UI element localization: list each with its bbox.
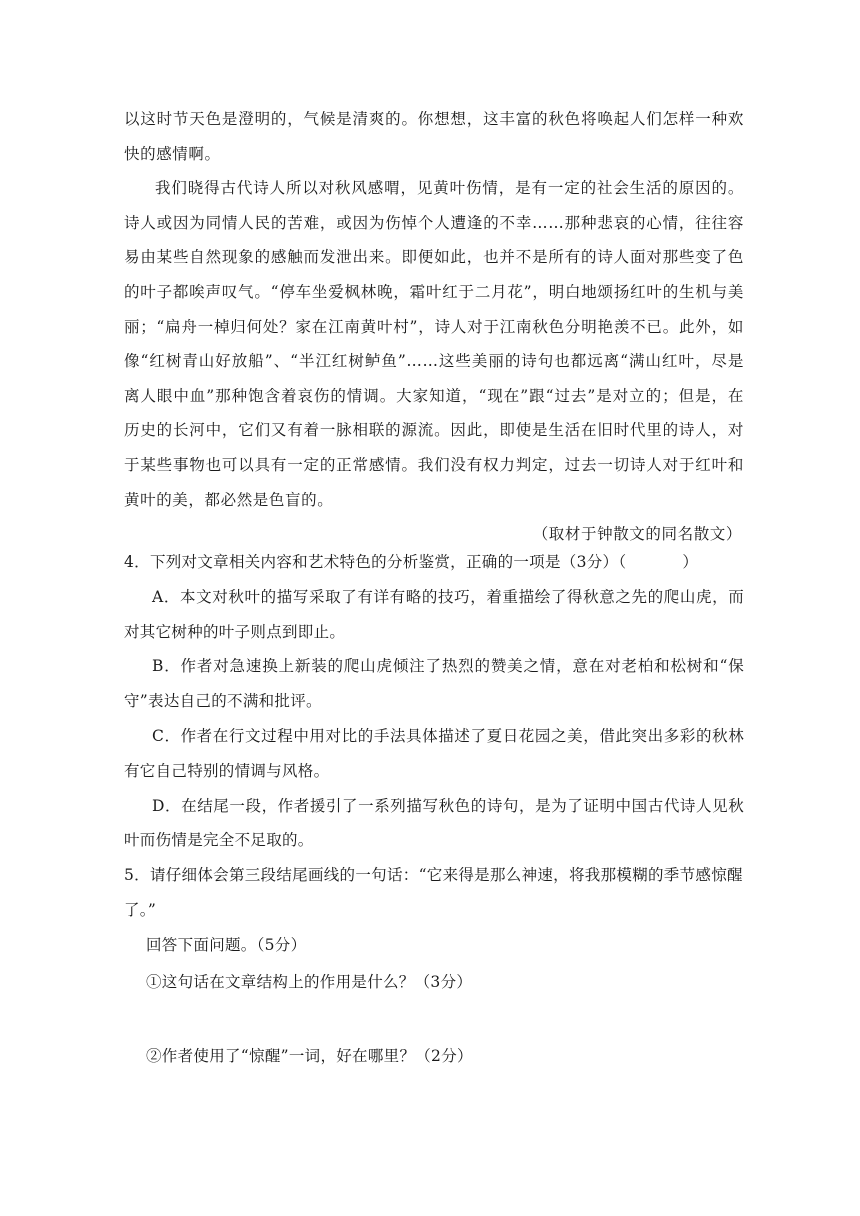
- question-section: [124, 545, 744, 1074]
- question-4-stem-close: ）: [682, 553, 699, 571]
- passage-paragraph-2: 我们晓得古代诗人所以对秋风感喟，见黄叶伤情，是有一定的社会生活的原因的。诗人或因为同情人民的苦难，或因为伤悼个人遭逢的不幸……那种悲哀的心情，往往容易由某些自然现象的感触而发泄出来。即便如此，也并不是所有的诗人面对那些变了色的叶子都唉声叹气。“停车坐爱枫林晚，霜叶红于二月花”，明白地颂扬红叶的生机与美丽；“扁舟一棹归何处？家在江南黄叶村”，诗人对于江南秋色分明艳羡不已。此外，如像“红树青山好放船”、“半江红树鲈鱼”……这些美丽的诗句也都远离“满山红叶，尽是离人眼中血”那种饱含着哀伤的情调。大家知道，“现在”跟“过去”是对立的；但是，在历史的长河中，它们又有着一脉相联的源流。因此，即使是生活在旧时代里的诗人，对于某些事物也可以具有一定的正常感情。我们没有权力判定，过去一切诗人对于红叶和黄叶的美，都必然是色盲的。: [124, 179, 744, 509]
- question-5: [124, 858, 744, 1074]
- question-4: [124, 545, 744, 858]
- question-4-option-b: B．作者对急速换上新装的爬山虎倾注了热烈的赞美之情，意在对老柏和松树和“保守”表达自己的不满和批评。: [124, 657, 744, 711]
- question-5-sub-1: ①这句话在文章结构上的作用是什么？（3分）: [146, 972, 473, 991]
- question-4-stem: [124, 545, 744, 580]
- question-5-sub-2: ②作者使用了“惊醒”一词，好在哪里？（2分）: [146, 1047, 473, 1066]
- passage-source: （取材于钟散文的同名散文）: [532, 525, 742, 544]
- passage-paragraph-1-continued: 以这时节天色是澄明的，气候是清爽的。你想想，这丰富的秋色将唤起人们怎样一种欢快的感情啊。: [124, 110, 744, 163]
- question-4-option-a: A．本文对秋叶的描写采取了有详有略的技巧，着重描绘了得秋意之先的爬山虎，而对其它树种的叶子则点到即止。: [124, 587, 744, 641]
- question-5-stem-continued: 回答下面问题。（5分）: [146, 935, 307, 954]
- question-4-option-c: C．作者在行文过程中用对比的手法具体描述了夏日花园之美，借此突出多彩的秋林有它自己特别的情调与风格。: [124, 726, 744, 780]
- question-4-stem-text: 4．下列对文章相关内容和艺术特色的分析鉴赏，正确的一项是（3分）（: [124, 553, 627, 571]
- question-5-stem: 5．请仔细体会第三段结尾画线的一句话：“它来得是那么神速，将我那模糊的季节感惊醒了。”: [124, 866, 743, 919]
- question-4-option-d: D．在结尾一段，作者援引了一系列描写秋色的诗句，是为了证明中国古代诗人见秋叶而伤情是完全不足取的。: [124, 796, 744, 850]
- reading-passage: [124, 102, 744, 552]
